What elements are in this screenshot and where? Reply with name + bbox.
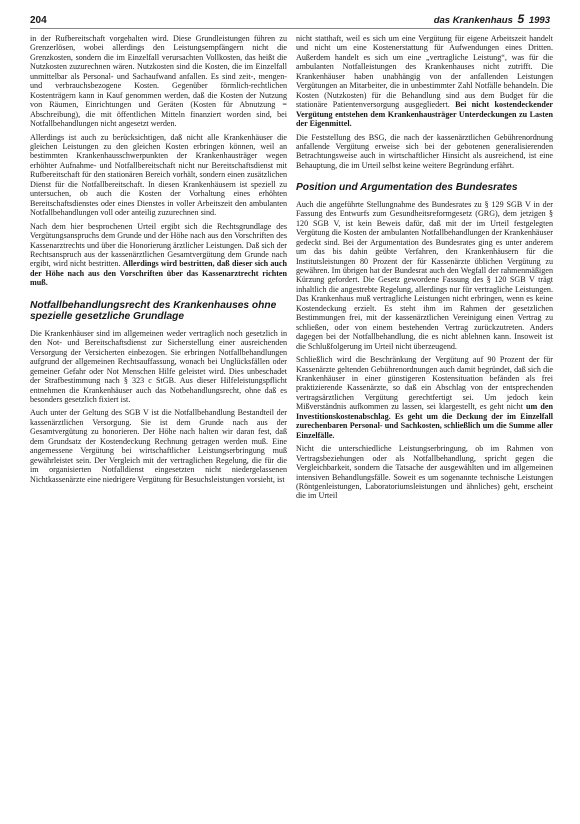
paragraph: [296, 355, 553, 440]
page-header: [30, 12, 550, 29]
section-heading: Position und Argumentation des Bundesrates: [296, 182, 518, 194]
paragraph: Allerdings ist auch zu berücksichtigen, daß nicht alle Krankenhäuser die gleichen Leistungen zu den gleichen Kosten erbringen können, weil an bestimmten Krankenhausschwerpunkten der Krankenhausträger wegen erhöhter Aufnahme- und Notfallbereitschaft nicht nur Bereitschaftsdienst mit Rufbereitschaft für den stationären Bereich vorhält, sondern einen zusätzlichen Dienst für die Notfallbereitschaft. In diesen Krankenhäusern ist speziell zu untersuchen, ob auch die Kosten der Vorhaltung eines erhöhten Bereitschaftsdienstes oder eines Dienstes in voller Arbeitszeit den ambulanten Notfallbehandlungen voll oder anteilig zuzurechnen sind.: [30, 132, 287, 218]
journal-title: [434, 12, 550, 26]
journal-issue: 5: [517, 12, 525, 26]
left-column: [30, 34, 287, 818]
paragraph: Nicht die unterschiedliche Leistungserbringung, ob im Rahmen von Vertragsbeziehungen oder als Notfallbehandlung, spricht gegen die Vergleichbarkeit, sondern die Tatsache der ausgewählten und im allgemeinen intensiven Behandlungsfälle. Soweit es um sogenannte technische Leistungen (Röntgenleistungen, Laboratoriumsleistungen und ähnliches) geht, erscheint die im Urteil: [296, 444, 553, 501]
paragraph: Auch unter der Geltung des SGB V ist die Notfallbehandlung Bestandteil der kassenärztlichen Versorgung. Sie ist dem Grunde nach aus der Gesamtvergütung zu honorieren. Der Höhe nach halten wir daran fest, daß dem Grundsatz der Kostendeckung Rechnung getragen werden muß. Eine angemessene Vergütung bei wirtschaftlicher Leistungserbringung muß gewährleistet sein. Der Vergleich mit der vertraglichen Regelung, die für die im organisierten Notfalldienst eingesetzten nicht niedergelassenen Nichtkassenärzte eine niedrigere Vergütung für Besuchsleistungen vorsieht, ist: [30, 408, 287, 484]
paragraph-text: nicht statthaft, weil es sich um eine Vergütung für eigene Arbeitszeit handelt und nicht um eine Kostenerstattung für Aufwendungen eines Dritten. Außerdem handelt es sich um eine „vertragliche Leistung“, was für die ambulanten Notfalleistungen des Krankenhauses nicht zutrifft. Die Krankenhäuser haben unabhängig von der anfallenden Leistungen Vergütungen an Mitarbeiter, die in unbestimmter Zahl Notfälle behandeln. Die Kosten (Nutzkosten) für die Behandlung sind aus dem Budget für die stationäre Patientenversorgung ausgegliedert.: [296, 34, 553, 110]
paragraph: Auch die angeführte Stellungnahme des Bundesrates zu § 129 SGB V in der Fassung des Entwurfs zum Gesundheitsreformgesetz (GRG), dem jetzigen § 120 SGB V, ist kein Beweis dafür, daß mit der im Urteil festgelegten Vergütung die Kosten der ambulanten Notfallbehandlungen der Krankenhäuser gedeckt sind. Bei der Argumentation des Bundesrates ging es unter anderem um das bis dahin geübte Verfahren, den Krankenhäusern für die Institutsleistungen 80 Prozent der für Kassenärzte üblichen Vergütung zu gewähren. Im übrigen hat der Bundesrat auch den Wegfall der rahmenmäßigen Kürzung gefordert. Die Gesetz gewordene Fassung des § 120 SGB V trägt inhaltlich die angestrebte Regelung, allerdings nur für vertragliche Leistungen. Das Krankenhaus muß vertragliche Leistungen nicht erbringen, wenn es keine Kostendeckung erzielt. Es steht ihm im Rahmen der gesetzlichen Bestimmungen frei, mit der kassenärztlichen Vereinigung einen Vertrag zu schließen, oder von einem bestehenden Vertrag zurückzutreten. Anders dagegen bei der Notfallbehandlung, die es nicht ablehnen kann. Insoweit ist die Schlußfolgerung im Urteil nicht überzeugend.: [296, 199, 553, 351]
section-heading: Notfallbehandlungsrecht des Krankenhauses ohne spezielle gesetzliche Grundlage: [30, 299, 277, 323]
right-column: [296, 34, 553, 818]
paragraph: [296, 34, 553, 129]
paragraph: Die Feststellung des BSG, die nach der kassenärztlichen Gebührenordnung anfallende Vergütung erweise sich bei der gebotenen generalisierenden Betrachtungsweise auch in wirtschaftlicher Hinsicht als ausreichend, ist eine Behauptung, die im Urteil selbst keine weitere Begründung erfährt.: [296, 132, 553, 170]
paragraph: [30, 222, 287, 288]
journal-name: das Krankenhaus: [433, 15, 513, 26]
bold-statement: Allerdings wird bestritten, daß dieser sich auch der Höhe nach aus den Vorschriften über das Kassenarztrecht richten muß.: [30, 259, 287, 288]
paragraph: in der Rufbereitschaft vorgehalten wird. Diese Grundleistungen führen zu Grenzerlösen, wobei allerdings den Leistungsempfängern nicht die Grenzkosten, sondern die im Einzelfall verursachten Vollkosten, das heißt die Nutzkosten zuzurechnen wären. Nutzkosten sind die Kosten, die im Einzelfall unmittelbar als Personal- und Sachaufwand anfallen. Es sind zeit-, mengen- und verbrauchsbezogene Kosten. Gegenüber förmlich-rechtlichen Kostenträgern kann in Kauf genommen werden, daß die Kosten der Nutzung von Räumen, Einrichtungen und Geräten (Kosten für Abnutzung = Abschreibung), die mit öffentlichen Mitteln finanziert worden sind, bei Notfallbehandlungen nicht angesetzt werden.: [30, 34, 287, 129]
paragraph: Die Krankenhäuser sind im allgemeinen weder vertraglich noch gesetzlich in den Not- und Bereitschaftsdienst zur Sicherstellung einer ausreichenden Versorgung der Versicherten einbezogen. Sie erbringen Notfallbehandlungen aufgrund der allgemeinen Rechtsauffassung, wonach bei Unglücksfällen oder gemeiner Gefahr oder Not Menschen Hilfe geleistet wird. Dies unbeschadet der Strafbestimmung nach § 323 c StGB. Aus dieser Hilfeleistungspflicht entnehmen die Krankenhäuser auch das Notbehandlungsrecht, ohne daß es besonders gesetzlich fixiert ist.: [30, 328, 287, 404]
paragraph-text: Schließlich wird die Beschränkung der Vergütung auf 90 Prozent der für Kassenärzte geltenden Gebührenordnungen auch damit begründet, daß sich die Krankenhäuser in einer günstigeren Kostensituation befänden als frei praktizierende Kassenärzte, so daß ein Abschlag von der entsprechenden vertragsärztlichen Vergütung gerechtfertigt sei. Um jedoch kein Mißverständnis aufkommen zu lassen, sei klargestellt, es geht nicht: [296, 355, 553, 412]
bold-statement: um den Investitionskostenabschlag. Es geht um die Deckung der im Einzelfall zurechenbaren Personal- und Sachkosten, schließlich um die Summe aller Einzelfälle.: [296, 402, 553, 440]
page-number: 204: [30, 15, 47, 26]
journal-year: 1993: [528, 15, 550, 26]
paragraph-text: Nach dem hier besprochenen Urteil ergibt sich die Rechtsgrundlage des Vergütungsanspruchs dem Grunde und der Höhe nach aus den Vorschriften des Kassenarztrechts und über die Honorierung ärztlicher Leistungen. Daß sich der Rechtsanspruch aus der kassenärztlichen Gesamtvergütung dem Grunde nach ergibt, wird nicht bestritten.: [30, 221, 287, 269]
bold-statement: Bei nicht kostendeckender Vergütung entstehen dem Krankenhausträger Unterdeckungen zu Lasten der Eigenmittel.: [296, 100, 553, 129]
